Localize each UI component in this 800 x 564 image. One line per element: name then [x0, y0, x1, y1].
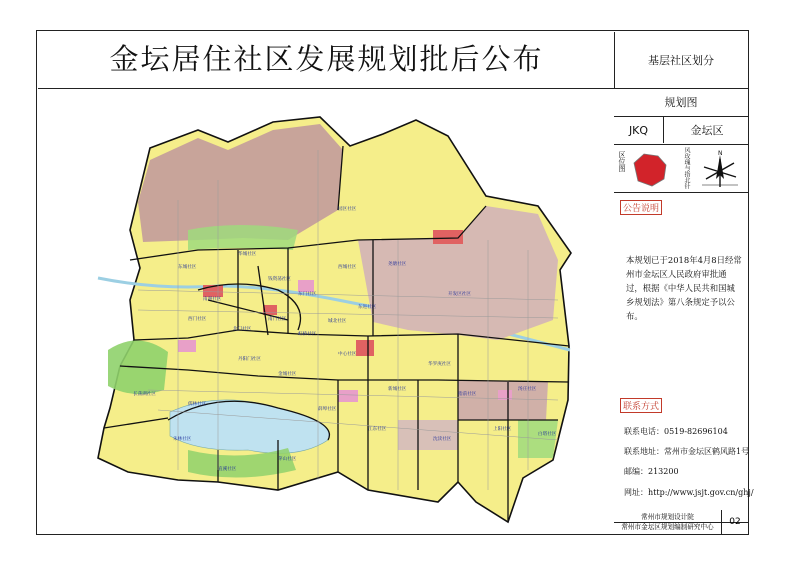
community-label: 丹阳门社区	[238, 357, 261, 362]
public-zone	[298, 280, 314, 292]
public-zone	[338, 390, 358, 402]
community-label: 儒林社区	[188, 402, 207, 407]
community-label: 钱资荡社区	[268, 277, 291, 282]
contact-address: 联系地址：常州市金坛区鹤风路1号	[624, 447, 750, 456]
community-label: 沈渎社区	[433, 437, 452, 442]
community-label: 城北社区	[328, 319, 347, 324]
north-indicator: N	[718, 150, 723, 157]
title-box	[38, 32, 615, 89]
community-label: 北门社区	[233, 327, 252, 332]
community-label: 西门社区	[188, 317, 207, 322]
compass-label: 风玫瑰与指北针	[683, 147, 690, 189]
community-label: 尧塘社区	[388, 262, 407, 267]
community-label: 茅山社区	[278, 457, 297, 462]
community-label: 中心社区	[338, 352, 357, 357]
community-label: 开发区社区	[448, 292, 471, 297]
district-map	[38, 90, 614, 533]
community-label: 西城社区	[338, 265, 357, 270]
community-label: 薛埠社区	[318, 407, 337, 412]
community-label: 上阳社区	[493, 427, 512, 432]
notice-heading: 公告说明	[620, 200, 662, 215]
green-east	[518, 420, 558, 458]
notice-text: 本规划已于2018年4月8日经常州市金坛区人民政府审批通过，根据《中华人民共和国城乡规划法》第八条规定予以公布。	[626, 255, 742, 321]
page-title: 金坛居住社区发展规划批后公布	[109, 42, 544, 76]
public-zone	[178, 340, 196, 352]
contact-postcode: 邮编：213200	[624, 467, 679, 476]
community-label: 华城社区	[238, 252, 257, 257]
community-label: 指前社区	[458, 392, 477, 397]
commercial-zone	[356, 340, 374, 356]
community-label: 金城社区	[278, 372, 297, 377]
community-label: 白塔社区	[538, 432, 557, 437]
page-number: 02	[729, 517, 741, 527]
community-label: 汤庄社区	[518, 387, 537, 392]
community-label: 直溪社区	[218, 467, 237, 472]
legend-map-row	[614, 145, 748, 193]
compass-icon	[696, 147, 744, 191]
community-label: 南门社区	[268, 317, 287, 322]
legend-subheader: 规划图	[614, 89, 748, 117]
community-label: 虹桥社区	[298, 332, 317, 337]
community-label: 朱林社区	[173, 437, 192, 442]
community-label: 东进社区	[358, 305, 377, 310]
community-label: 江东社区	[368, 427, 387, 432]
org-1: 常州市规划设计院	[641, 513, 694, 521]
legend-header: 基层社区划分	[614, 32, 748, 89]
contact-phone: 联系电话：0519-82696104	[624, 427, 728, 436]
community-label: 东门社区	[298, 292, 317, 297]
community-label: 长荡湖社区	[133, 392, 156, 397]
org-2: 常州市金坛区规划编制研究中心	[621, 523, 714, 531]
org-box	[614, 510, 722, 534]
district-name: 金坛区	[690, 124, 724, 137]
project-code: JKQ	[614, 117, 664, 143]
legend-code-row	[614, 117, 748, 145]
contact-website[interactable]: 网址：http://www.jsjt.gov.cn/ghj/	[624, 488, 754, 497]
community-label: 华罗庚社区	[428, 362, 451, 367]
community-label: 园区社区	[338, 207, 357, 212]
green-north	[188, 225, 298, 250]
location-map	[628, 149, 672, 189]
industrial-southeast-2	[398, 420, 458, 450]
location-map-label: 区位图	[618, 151, 626, 172]
community-label: 东城社区	[178, 265, 197, 270]
community-label: 南洲社区	[203, 297, 222, 302]
legend-panel	[614, 32, 754, 534]
community-label: 新城社区	[388, 387, 407, 392]
contact-heading: 联系方式	[620, 398, 662, 413]
